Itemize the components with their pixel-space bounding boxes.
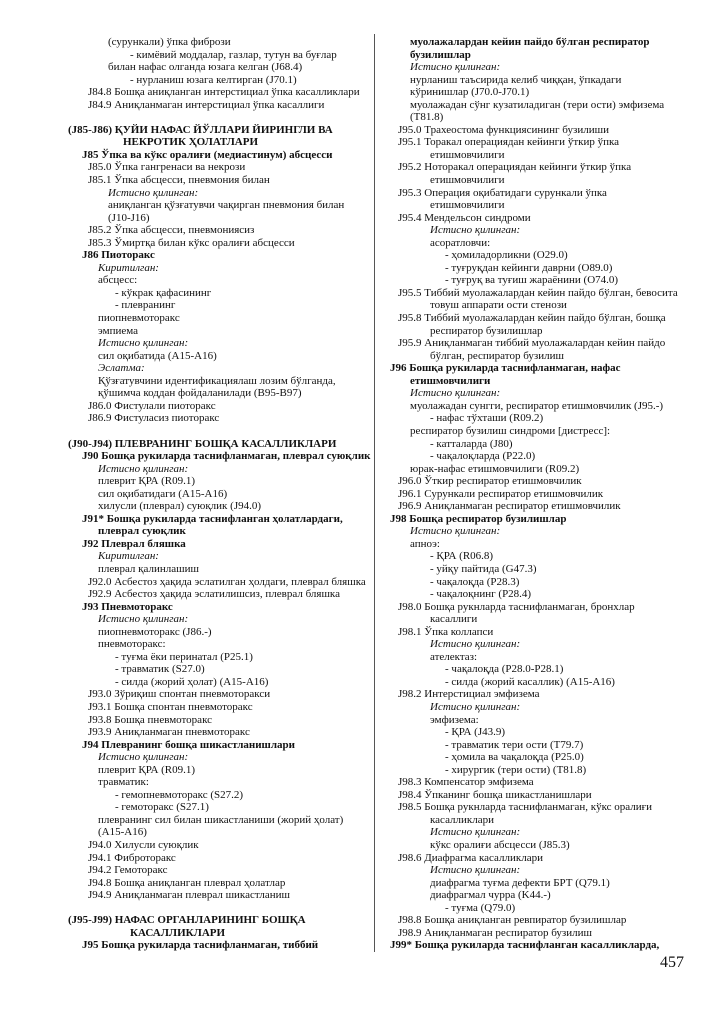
entry-line: Қўзғатувчини идентификациялаш лозим бўлганда, xyxy=(98,374,336,387)
entry-line: J98.5 Бошқа рукнларда таснифланмаган, кўкс оралиғи xyxy=(398,801,653,814)
entry-line: - туғма (Q79.0) xyxy=(445,901,516,914)
entry-line: J95.3 Операция оқибатидаги сурункали ўпка xyxy=(398,186,607,199)
entry-line: билан нафас олганда юзага келган (J68.4) xyxy=(108,61,303,74)
entry-line: - нурланиш юзага келтирган (J70.1) xyxy=(130,73,297,86)
entry-line: J94.1 Фиброторакс xyxy=(88,851,176,864)
heading-line: J95 Бошқа рукиларда таснифланмаган, тиббий xyxy=(82,939,319,952)
entry-line: - чақалоқнинг (P28.4) xyxy=(430,588,532,601)
entry-line: J85.0 Ўпка гангренаси ва некрози xyxy=(88,161,246,174)
entry-line: J96.1 Сурункали респиратор етишмовчилик xyxy=(398,487,604,500)
right-column xyxy=(390,36,700,952)
note-label: Истисно қилинган: xyxy=(410,61,501,74)
entry-line: J98.9 Аниқланмаган респиратор бузилиш xyxy=(398,926,592,939)
entry-line: - гемопневмоторакс (S27.2) xyxy=(115,788,244,801)
entry-line: муолажадан сўнг кузатиладиган (тери ости) эмфизема xyxy=(410,98,665,111)
entry-line: - гемоторакс (S27.1) xyxy=(115,801,209,814)
entry-line: (A15-A16) xyxy=(98,826,147,839)
entry-line: - туғруқдан кейинги даврни (O89.0) xyxy=(445,261,613,274)
entry-line: абсцесс: xyxy=(98,274,138,287)
entry-line: - хирургик (тери ости) (T81.8) xyxy=(445,763,587,776)
blank-line xyxy=(68,111,368,124)
heading-line: (J90-J94) ПЛЕВРАНИНГ БОШҚА КАСАЛЛИКЛАРИ xyxy=(68,437,337,450)
entry-line: J96.0 Ўткир респиратор етишмовчилик xyxy=(398,475,582,488)
entry-line: (T81.8) xyxy=(410,111,444,124)
entry-line: - травматик (S27.0) xyxy=(115,663,205,676)
entry-line: пиопневмоторакс (J86.-) xyxy=(98,625,212,638)
entry-line: J86.0 Фистулали пиоторакс xyxy=(88,399,216,412)
entry-line: - ҳомила ва чақалоқда (P25.0) xyxy=(445,751,584,764)
entry-line: - ҳомиладорликни (O29.0) xyxy=(445,249,568,262)
entry-line: J92.9 Асбестоз ҳақида эслатилишсиз, плеврал бляшка xyxy=(88,588,340,601)
entry-line: J98.8 Бошқа аниқланган ревпиратор бузилишлар xyxy=(398,914,627,927)
note-label: Истисно қилинган: xyxy=(98,613,189,626)
entry-line: J95.8 Тиббий муолажалардан кейин пайдо бўлган, бошқа xyxy=(398,312,666,325)
entry-line: J93.8 Бошқа пневмоторакс xyxy=(88,713,213,726)
entry-line: сил оқибатидаги (A15-A16) xyxy=(98,487,228,500)
entry-line: респиратор бузилиш синдроми [дистресс]: xyxy=(410,424,611,437)
entry-line: J95.2 Ноторакал операциядан кейинги ўткир ўпка xyxy=(398,161,632,174)
column-divider xyxy=(374,34,375,952)
entry-line: плеврит ҚРА (R09.1) xyxy=(98,475,196,488)
entry-line: етишмовчилиги xyxy=(430,199,505,212)
note-label: Истисно қилинган: xyxy=(430,638,521,651)
entry-line: J85.1 Ўпка абсцесси, пневмония билан xyxy=(88,174,270,187)
heading-line: КАСАЛЛИКЛАРИ xyxy=(130,926,226,939)
note-label: Истисно қилинган: xyxy=(98,462,189,475)
entry-line: J94.8 Бошқа аниқланган плеврал ҳолатлар xyxy=(88,876,286,889)
entry-line: етишмовчилиги xyxy=(430,174,505,187)
entry-line: J93.1 Бошқа спонтан пневмоторакс xyxy=(88,700,253,713)
entry-line: - ҚРА (R06.8) xyxy=(430,550,494,563)
heading-line: J86 Пиоторакс xyxy=(82,249,155,262)
entry-line: - силда (жорий касаллик) (A15-A16) xyxy=(445,675,615,688)
entry-line: кўринишлар (J70.0-J70.1) xyxy=(410,86,530,99)
entry-line: товуш аппарати ости стенози xyxy=(430,299,567,312)
entry-line: - плевранинг xyxy=(115,299,176,312)
entry-line: апноэ: xyxy=(410,537,440,550)
entry-line: кўкс оралиғи абсцесси (J85.3) xyxy=(430,839,570,851)
entry-line: J93.0 Зўриқиш спонтан пневмоторакси xyxy=(88,688,271,701)
page-number: 457 xyxy=(660,954,684,971)
entry-line: пиопневмоторакс xyxy=(98,312,180,325)
entry-line: J94.9 Аниқланмаган плеврал шикастланиш xyxy=(88,889,291,902)
entry-line: J98.0 Бошқа рукнларда таснифланмаган, бронхлар xyxy=(398,600,635,613)
heading-line: муолажалардан кейин пайдо бўлган респиратор xyxy=(410,36,650,48)
heading-line: (J95-J99) НАФАС ОРГАНЛАРИНИНГ БОШҚА xyxy=(68,914,306,927)
heading-line: НЕКРОТИК ҲОЛАТЛАРИ xyxy=(123,136,259,149)
note-label: Киритилган: xyxy=(98,261,159,274)
heading-line: плеврал суюқлик xyxy=(98,525,186,538)
entry-line: диафрагмал чурра (K44.-) xyxy=(430,889,551,902)
entry-line: - чақалоқда (P28.0-P28.1) xyxy=(445,663,564,676)
entry-line: J98.6 Диафрагма касалликлари xyxy=(398,851,543,864)
note-label: Истисно қилинган: xyxy=(430,864,521,877)
heading-line: (J85-J86) ҚУЙИ НАФАС ЙЎЛЛАРИ ЙИРИНГЛИ ВА xyxy=(68,123,333,136)
entry-line: респиратор бузилишлар xyxy=(430,324,543,337)
entry-line: - уйқу пайтида (G47.3) xyxy=(430,562,537,575)
entry-line: юрак-нафас етишмовчилиги (R09.2) xyxy=(410,462,580,475)
entry-line: J94.2 Гемоторакс xyxy=(88,864,168,877)
heading-line: J94 Плевранинг бошқа шикастланишлари xyxy=(82,738,295,751)
entry-line: хилусли (плеврал) суюқлик (J94.0) xyxy=(98,500,262,513)
entry-line: J94.0 Хилусли суюқлик xyxy=(88,839,199,851)
entry-line: - ҚРА (J43.9) xyxy=(445,726,506,739)
entry-line: J84.8 Бошқа аниқланган интерстициал ўпка касалликлари xyxy=(88,86,360,99)
left-column xyxy=(68,36,371,952)
entry-line: J98.3 Компенсатор эмфизема xyxy=(398,776,534,789)
entry-line: диафрагма туғма дефекти БРТ (Q79.1) xyxy=(430,876,610,889)
entry-line: нурланиш таъсирида келиб чиққан, ўпкадаги xyxy=(410,73,622,86)
entry-line: - чақалоқда (P28.3) xyxy=(430,575,520,588)
heading-line: J99* Бошқа рукиларда таснифланган касалликларда, xyxy=(390,939,660,952)
note-label: Истисно қилинган: xyxy=(430,224,521,237)
entry-line: - катталарда (J80) xyxy=(430,437,513,450)
note-label: Истисно қилинган: xyxy=(108,186,199,199)
entry-line: J95.1 Торакал операциядан кейинги ўткир ўпка xyxy=(398,136,620,149)
entry-line: қўшимча коддан фойдаланилади (B95-B97) xyxy=(98,387,302,400)
entry-line: J98.4 Ўпканинг бошқа шикастланишлари xyxy=(398,788,592,801)
entry-line: J95.9 Аниқланмаган тиббий муолажалардан кейин пайдо xyxy=(398,337,666,350)
entry-line: травматик: xyxy=(98,776,149,789)
heading-line: J93 Пневмоторакс xyxy=(82,600,173,613)
entry-line: плеврит ҚРА (R09.1) xyxy=(98,763,196,776)
note-label: Истисно қилинган: xyxy=(98,337,189,350)
entry-line: - кўкрак қафасининг xyxy=(115,286,212,299)
entry-line: J93.9 Аниқланмаган пневмоторакс xyxy=(88,726,250,739)
entry-line: касалликлари xyxy=(430,813,495,826)
entry-line: - кимёвий моддалар, газлар, тутун ва буғлар xyxy=(130,48,337,61)
note-label: Эслатма: xyxy=(98,362,145,375)
entry-line: муолажадан сунгги, респиратор етишмовчилик (J95.-) xyxy=(410,399,664,412)
note-label: Истисно қилинган: xyxy=(98,751,189,764)
entry-line: J86.9 Фистуласиз пиоторакс xyxy=(88,412,220,425)
heading-line: J96 Бошқа рукиларда таснифланмаган, нафас xyxy=(390,362,621,375)
heading-line: J85 Ўпка ва кўкс оралиғи (медиастинум) абсцесси xyxy=(82,148,333,161)
entry-line: J95.5 Тиббий муолажалардан кейин пайдо бўлган, бевосита xyxy=(398,286,678,299)
entry-line: - туғма ёки перинатал (P25.1) xyxy=(115,650,253,663)
blank-line xyxy=(68,425,368,438)
entry-line: - чақалоқларда (P22.0) xyxy=(430,450,536,463)
entry-line: J95.4 Мендельсон синдроми xyxy=(398,211,531,224)
entry-line: J85.3 Ўмиртқа билан кўкс оралиғи абсцесси xyxy=(88,236,295,249)
heading-line: J92 Плеврал бляшка xyxy=(82,537,186,550)
note-label: Киритилган: xyxy=(98,550,159,563)
entry-line: (сурункали) ўпка фибрози xyxy=(108,36,231,48)
entry-line: плевранинг сил билан шикастланиши (жорий ҳолат) xyxy=(98,813,344,826)
entry-line: J92.0 Асбестоз ҳақида эслатилган ҳолдаги, плеврал бляшка xyxy=(88,575,366,588)
entry-line: - травматик тери ости (T79.7) xyxy=(445,738,584,751)
heading-line: J91* Бошқа рукиларда таснифланган ҳолатлардаги, xyxy=(82,512,343,525)
entry-line: сил оқибатида (A15-A16) xyxy=(98,349,217,362)
entry-line: - нафас тўхташи (R09.2) xyxy=(430,412,544,425)
entry-line: ателектаз: xyxy=(430,650,478,663)
heading-line: етишмовчилиги xyxy=(410,374,491,387)
entry-line: J84.9 Аниқланмаган интерстициал ўпка касаллиги xyxy=(88,98,325,111)
entry-line: етишмовчилиги xyxy=(430,148,505,161)
entry-line: эмпиема xyxy=(98,324,139,337)
entry-line: пневмоторакс: xyxy=(98,638,166,651)
heading-line: J98 Бошқа респиратор бузилишлар xyxy=(390,512,567,525)
entry-line: касаллиги xyxy=(430,613,478,626)
entry-line: J85.2 Ўпка абсцесси, пневмониясиз xyxy=(88,224,255,237)
entry-line: асоратловчи: xyxy=(430,236,491,249)
entry-line: - силда (жорий ҳолат) (A15-A16) xyxy=(115,675,269,688)
blank-line xyxy=(68,902,368,915)
entry-line: аниқланган қўзғатувчи чақирган пневмония билан xyxy=(108,199,345,212)
entry-line: J98.1 Ўпка коллапси xyxy=(398,625,494,638)
entry-line: J95.0 Трахеостома функциясининг бузилиши xyxy=(398,123,609,136)
heading-line: J90 Бошқа рукиларда таснифланмаган, плеврал суюқлик xyxy=(82,450,371,463)
entry-line: - туғруқ ва туғиш жараёнини (O74.0) xyxy=(445,274,619,287)
entry-line: (J10-J16) xyxy=(108,211,150,224)
note-label: Истисно қилинган: xyxy=(430,700,521,713)
heading-line: бузилишлар xyxy=(410,48,471,61)
entry-line: J98.2 Интерстициал эмфизема xyxy=(398,688,540,701)
note-label: Истисно қилинган: xyxy=(410,525,501,538)
note-label: Истисно қилинган: xyxy=(430,826,521,839)
entry-line: бўлган, респиратор бузилиш xyxy=(430,349,564,362)
entry-line: эмфизема: xyxy=(430,713,479,726)
entry-line: плеврал қалинлашиш xyxy=(98,562,199,575)
note-label: Истисно қилинган: xyxy=(410,387,501,400)
entry-line: J96.9 Аниқланмаган респиратор етишмовчилик xyxy=(398,500,621,513)
